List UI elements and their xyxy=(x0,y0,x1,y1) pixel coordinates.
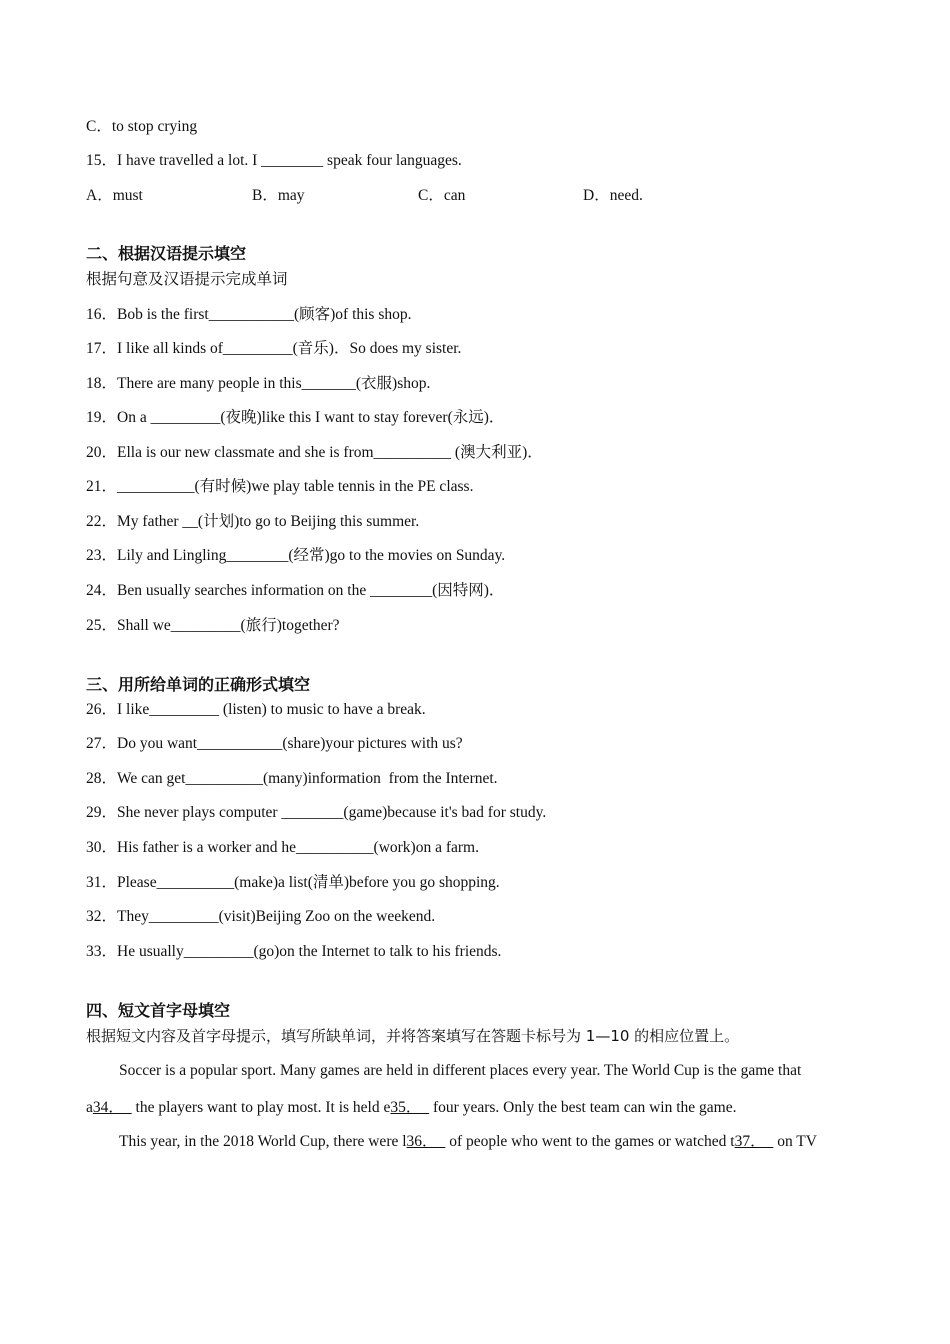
section-4-instruction: 根据短文内容及首字母提示，填写所缺单词，并将答案填写在答题卡标号为 1—10 的相应位置上。 xyxy=(86,1027,740,1045)
question-33: 33．He usually_________(go)on the Internet to talk to his friends. xyxy=(86,943,502,960)
section-3-heading: 三、用所给单词的正确形式填空 xyxy=(86,675,311,694)
passage-line-2: a34． the players want to play most. It is held e35． four years. Only the best team can win the game. xyxy=(86,1099,737,1116)
question-17: 17．I like all kinds of_________(音乐)．So does my sister. xyxy=(86,340,462,357)
question-30: 30．His father is a worker and he__________(work)on a farm. xyxy=(86,839,479,856)
question-26: 26．I like_________ (listen) to music to have a break. xyxy=(86,701,426,718)
question-20: 20．Ella is our new classmate and she is from__________ (澳大利亚)． xyxy=(86,444,543,461)
option-d-q15: D．need. xyxy=(583,187,643,204)
option-c-q14: C．to stop crying xyxy=(86,118,198,135)
question-21: 21．__________(有时候)we play table tennis in the PE class. xyxy=(86,478,474,495)
question-16: 16．Bob is the first___________(顾客)of this shop. xyxy=(86,306,412,323)
question-15: 15．I have travelled a lot. I ________ speak four languages. xyxy=(86,152,462,169)
section-2-heading: 二、根据汉语提示填空 xyxy=(86,244,247,263)
section-2-instruction: 根据句意及汉语提示完成单词 xyxy=(86,270,288,288)
question-28: 28．We can get__________(many)information from the Internet. xyxy=(86,770,498,787)
question-23: 23．Lily and Lingling________(经常)go to the movies on Sunday. xyxy=(86,547,506,564)
question-19: 19．On a _________(夜晚)like this I want to stay forever(永远)． xyxy=(86,409,505,426)
option-b-q15: B．may xyxy=(252,187,305,204)
blank-35[interactable]: 35． xyxy=(390,1099,422,1116)
question-24: 24．Ben usually searches information on the ________(因特网)． xyxy=(86,582,505,599)
option-c-q15: C．can xyxy=(418,187,466,204)
blank-34[interactable]: 34． xyxy=(92,1099,124,1116)
question-29: 29．She never plays computer ________(game)because it's bad for study. xyxy=(86,804,547,821)
section-4-heading: 四、短文首字母填空 xyxy=(86,1001,231,1020)
blank-37[interactable]: 37． xyxy=(734,1133,766,1150)
question-18: 18．There are many people in this_______(衣服)shop. xyxy=(86,375,431,392)
question-25: 25．Shall we_________(旅行)together? xyxy=(86,617,340,634)
question-27: 27．Do you want___________(share)your pictures with us? xyxy=(86,735,463,752)
option-a-q15: A．must xyxy=(86,187,143,204)
question-32: 32．They_________(visit)Beijing Zoo on the weekend. xyxy=(86,908,436,925)
blank-36[interactable]: 36． xyxy=(406,1133,438,1150)
question-22: 22．My father __(计划)to go to Beijing this summer. xyxy=(86,513,420,530)
question-31: 31．Please__________(make)a list(清单)before you go shopping. xyxy=(86,874,500,891)
passage-line-3: This year, in the 2018 World Cup, there were l36． of people who went to the games or watched t37． on TV xyxy=(119,1133,817,1150)
passage-line-1: Soccer is a popular sport. Many games are held in different places every year. The World Cup is the game that xyxy=(119,1062,802,1079)
